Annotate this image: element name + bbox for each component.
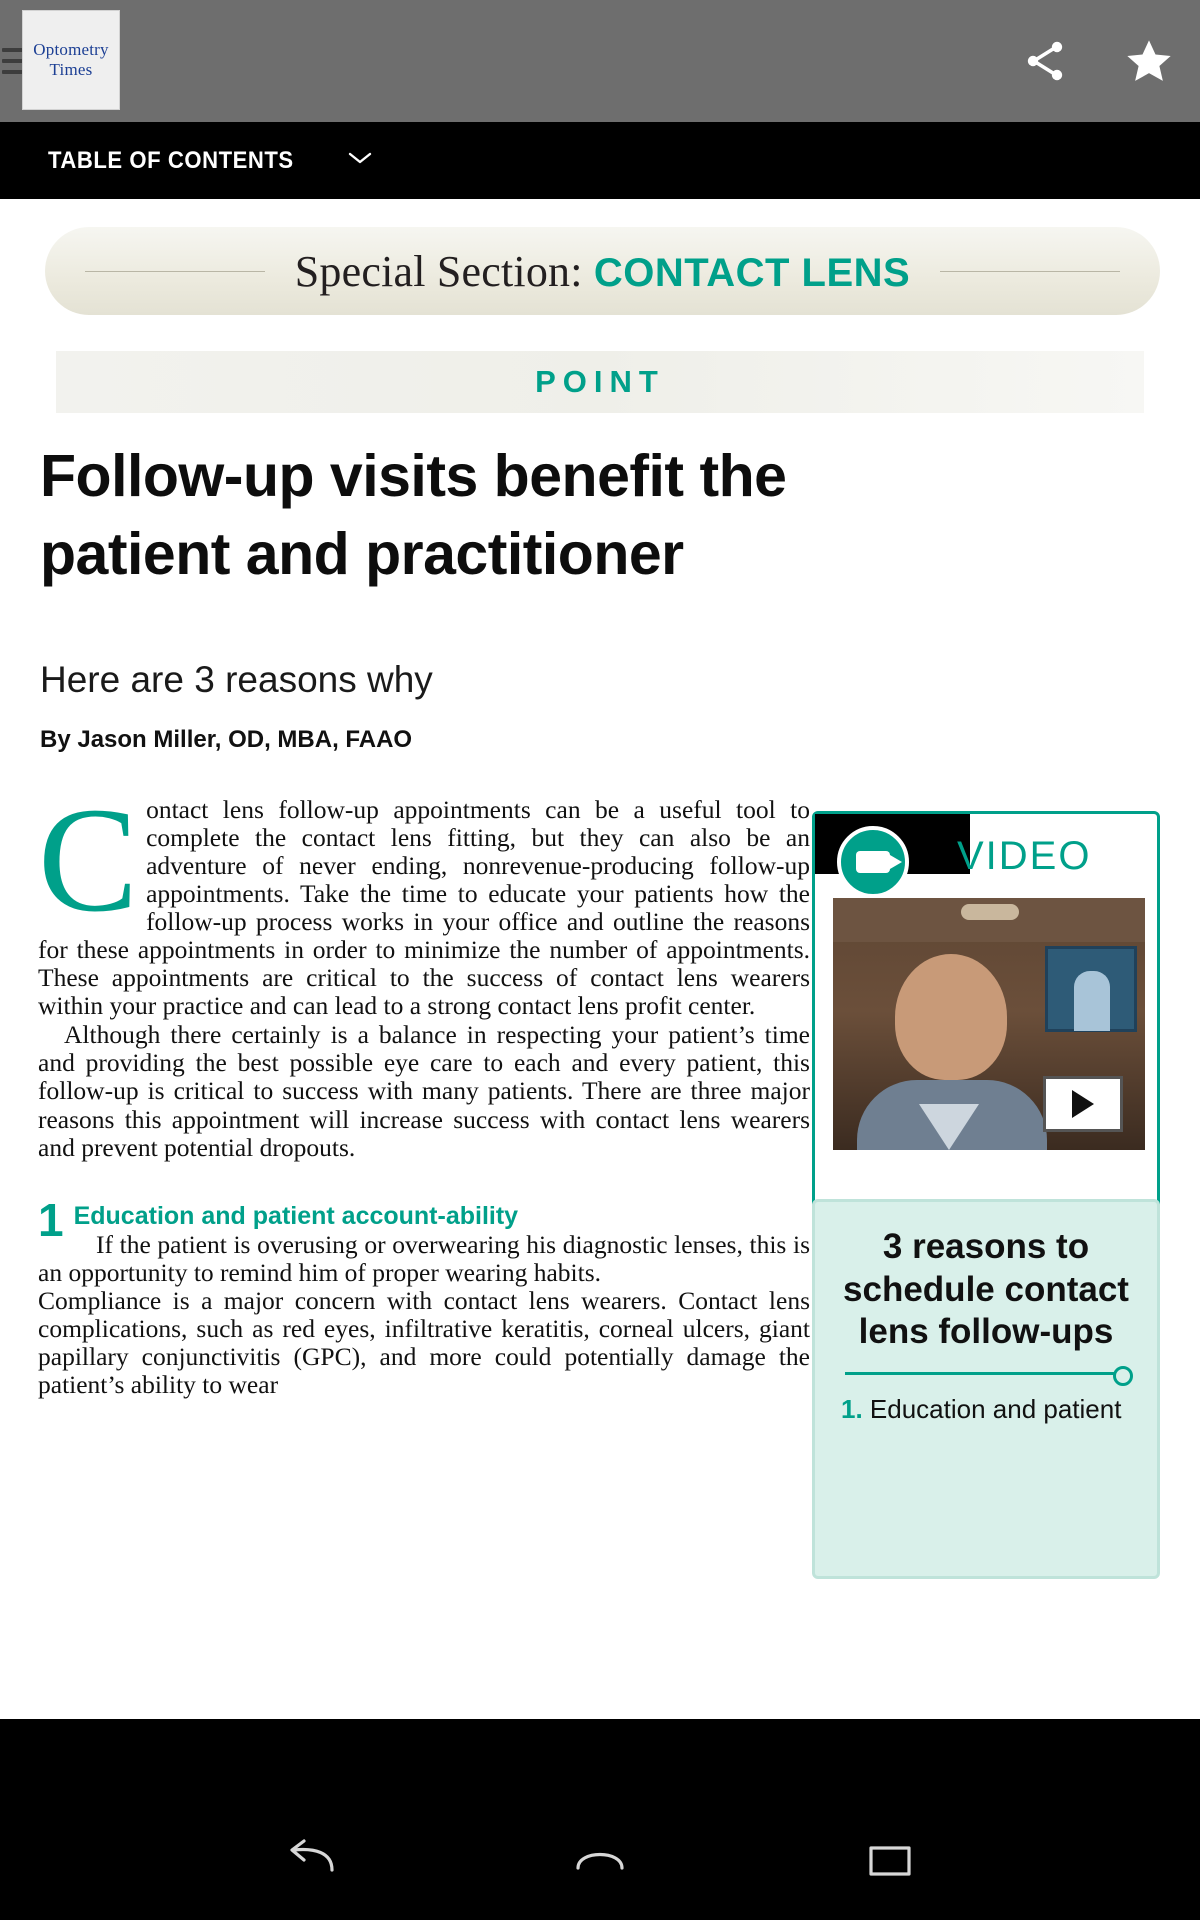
section-paragraph-1: If the patient is overusing or overwearing his diagnostic lenses, this is an opportunity to remind him of proper wearing habits. [38, 1230, 810, 1288]
video-thumbnail[interactable] [833, 898, 1145, 1150]
special-section-topic: CONTACT LENS [593, 250, 911, 295]
article-byline: By Jason Miller, OD, MBA, FAAO [40, 726, 413, 753]
video-camera-icon [837, 826, 909, 898]
point-banner [56, 351, 1144, 413]
page-bottom-mask [0, 1719, 1200, 1800]
app-logo-line2: Times [49, 60, 93, 79]
special-section-banner [45, 227, 1160, 315]
star-bookmark-icon[interactable] [1122, 34, 1176, 88]
share-icon[interactable] [1018, 34, 1072, 88]
app-logo-line1: Optometry [33, 39, 109, 59]
sidebar-title: 3 reasons to schedule contact lens follow-ups [843, 1227, 1129, 1352]
sidebar-list-item [841, 1393, 1131, 1426]
banner-rule-right [940, 271, 1120, 272]
article-deck: Here are 3 reasons why [40, 659, 433, 700]
system-navigation-bar [0, 1800, 1200, 1920]
magazine-page[interactable] [0, 199, 1200, 1719]
special-section-text [295, 246, 910, 297]
sidebar-callout [812, 1199, 1160, 1579]
section-paragraph-2: Compliance is a major concern with contact lens wearers. Contact lens complications, such as red eyes, infiltrative keratitis, corneal ulcers, giant papillary conjunctivitis (GPC), and more could potentially damage the patient’s ability to wear [38, 1286, 810, 1400]
table-of-contents-label: TABLE OF CONTENTS [48, 146, 294, 174]
back-arrow-icon[interactable] [270, 1825, 350, 1895]
special-section-prefix: Special Section: [294, 246, 594, 296]
app-bar-actions [1018, 0, 1176, 122]
play-button-icon[interactable] [1043, 1076, 1123, 1132]
body-paragraph-1: ontact lens follow-up appointments can be a useful tool to complete the contact lens fitting, but they can also be an adventure of never ending, nonrevenue-producing follow-up appointments. Take the time to educate your patients how the follow-up process works in your office and outline the reasons for these appointments in order to minimize the number of appointments. These appointments are critical to the success of contact lens wearers within your practice and can lead to a strong contact lens profit center. [38, 795, 810, 1021]
section-title: Education and patient account-ability [73, 1202, 519, 1230]
article-body-column [38, 777, 810, 1162]
section-body [38, 1231, 810, 1399]
article-headline: Follow-up visits benefit the patient and practitioner [40, 443, 787, 588]
section-number: 1 [38, 1194, 64, 1246]
body-paragraph-2: Although there certainly is a balance in respecting your patient’s time and providing the best possible eye care to each and every patient, this follow-up is critical to success with many patients. There are three major reasons this appointment will increase success with contact lens wearers and prevent potential dropouts. [38, 1020, 810, 1162]
drop-cap: C [38, 777, 139, 943]
sidebar-item-text: Education and patient [862, 1394, 1122, 1425]
video-callout[interactable] [812, 811, 1160, 1243]
chevron-down-icon[interactable] [347, 150, 373, 171]
table-of-contents-bar[interactable] [0, 122, 1200, 199]
home-icon[interactable] [560, 1825, 640, 1895]
sidebar-rule [845, 1372, 1127, 1375]
app-bar [0, 0, 1200, 122]
recent-apps-icon[interactable] [850, 1825, 930, 1895]
app-logo[interactable] [22, 10, 120, 110]
video-label: VIDEO [957, 834, 1092, 878]
banner-rule-left [85, 271, 265, 272]
point-label: POINT [535, 364, 665, 399]
sidebar-item-number: 1. [841, 1394, 863, 1425]
